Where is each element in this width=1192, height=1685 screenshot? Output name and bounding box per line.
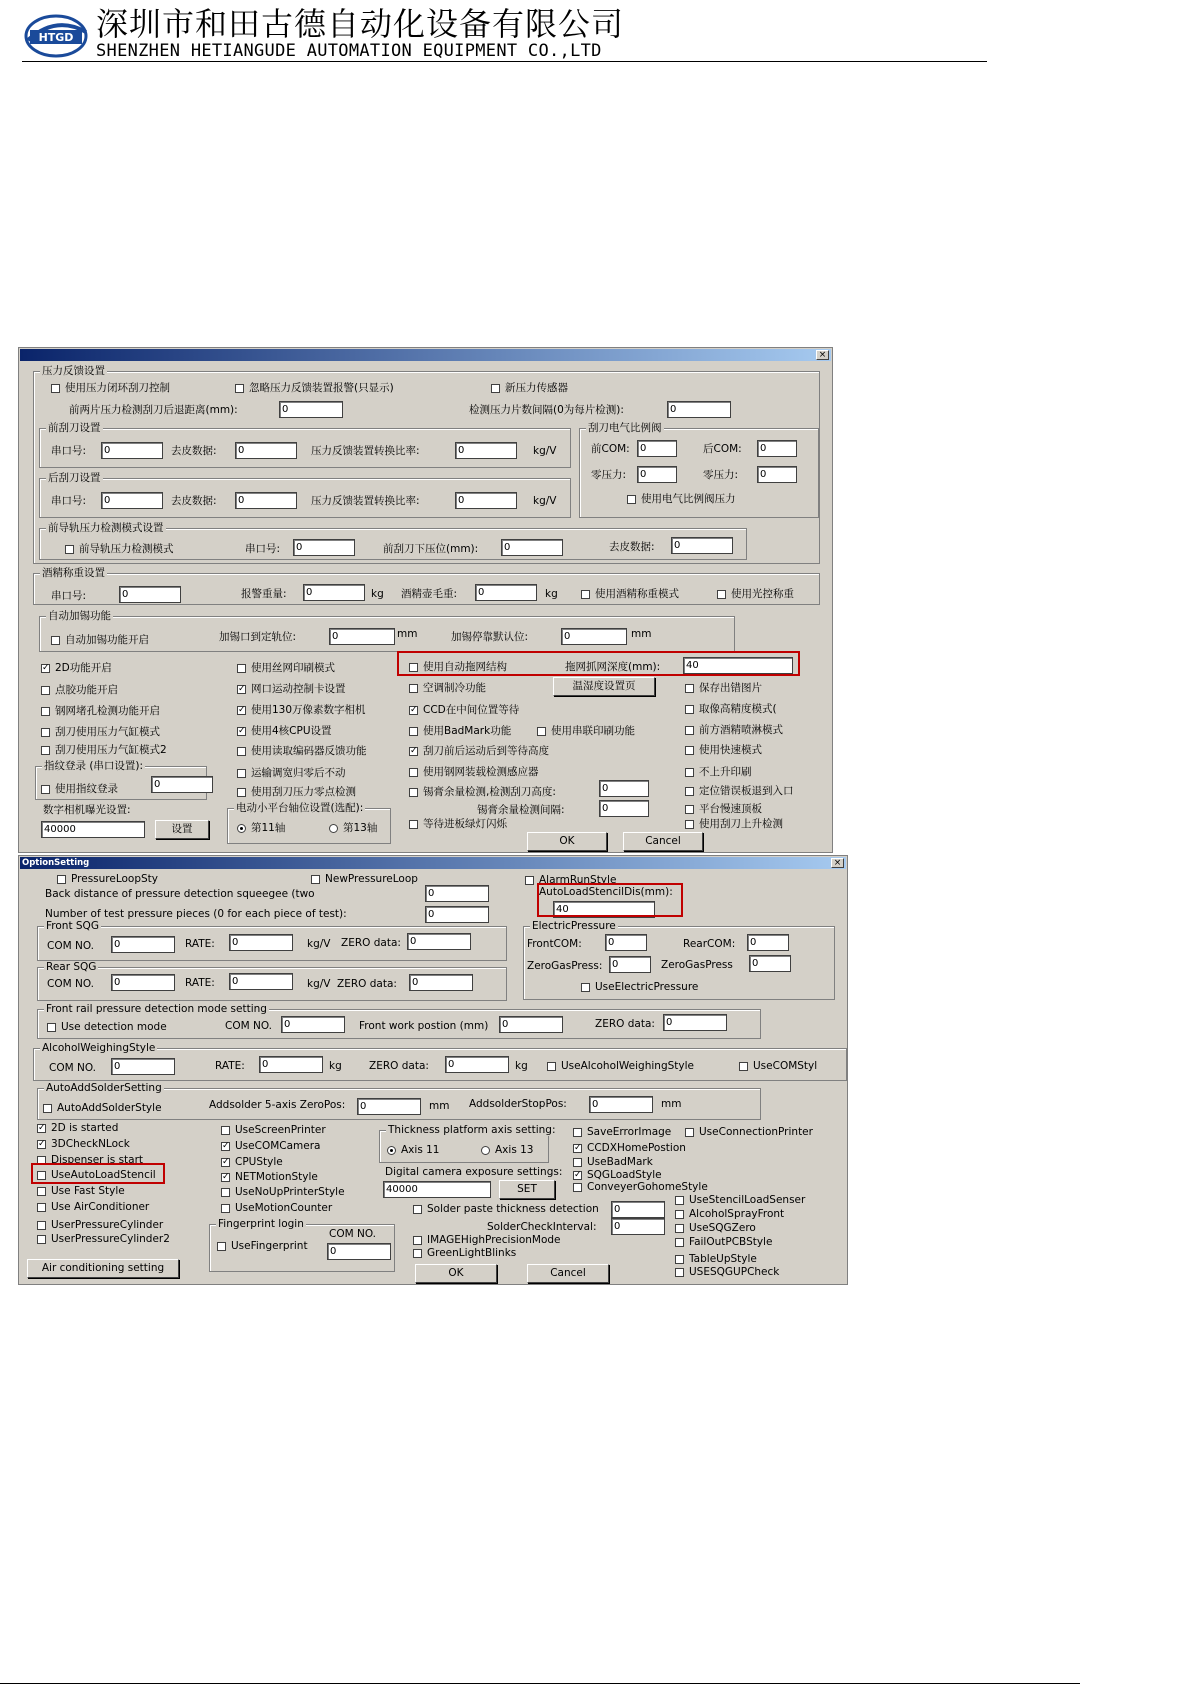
- loop-control-checkbox[interactable]: 使用压力闭环刮刀控制: [51, 382, 170, 394]
- radio-axis-11[interactable]: 第11轴: [237, 822, 285, 834]
- alcohol-weighing-group: 酒精称重设置: [33, 573, 820, 605]
- electric-rear-com-input[interactable]: 0: [747, 934, 789, 951]
- new-sensor-checkbox[interactable]: 新压力传感器: [491, 382, 568, 394]
- dialog-titlebar: [20, 349, 831, 361]
- cb-stencil-load-sensor[interactable]: UseStencilLoadSenser: [675, 1194, 805, 1206]
- cb-fast-mode[interactable]: 使用快速模式: [685, 744, 762, 756]
- front-rail-group: Front rail pressure detection mode setting: [37, 1009, 761, 1039]
- cb-pressure-cylinder2[interactable]: 刮刀使用压力气缸模式2: [41, 744, 167, 756]
- front-tare-input[interactable]: 0: [235, 442, 297, 459]
- back-distance-label: 前两片压力检测刮刀后退距离(mm):: [69, 404, 238, 416]
- option-setting-dialog: OptionSetting × PressureLoopSty NewPressureLoop AlarmRunStyle Back distance of pressure detection squeegee (two 0 Number of test pressure pieces (0 for each piece of test): 0 AutoLoadStencilDis(mm): 40 Front SQG COM NO. 0 RATE: 0 kg/V ZERO data: 0 Rear SQG COM NO. 0 RATE: 0 kg/V ZERO data: 0 ElectricPressure FrontCOM: 0 RearCOM: 0 ZeroGasPress: 0 ZeroGasPress 0 UseElectricPressure Front rail pressure detection mode setting Use detection mode COM NO. 0 Front work postion (mm) 0 ZERO data: 0 AlcoholWeighingStyle COM NO. 0 RATE: 0 kg ZERO data: 0 kg UseAlcoholWeighingStyle UseCOMStyl AutoAddSolderSetting AutoAddSolderStyle Addsolder 5-axis ZeroPos: 0 mm AddsolderStopPos: 0 mm ✓ 2D is started ✓ 3DCheckNLock Dispenser is start UseAutoLoadStencil Use Fast Style Use AirConditioner UserPressureCylinder UserPressureCylinder2 UseScreenPrinter ✓ UseCOMCamera ✓ CPUStyle ✓ NETMotionStyle UseNoUpPrinterStyle UseMotionCounter Thickness platform axis setting: Axis 11 Axis 13 Digital camera exposure settings: 40000 SET Fingerprint login UseFingerprint COM NO. 0 Solder paste thickness detection 0 SolderCheckInterval: 0 IMAGEHighPrecisionMode GreenLightBlinks SaveErrorImage UseConnectionPrinter ✓ CCDXHomePostion UseBadMark ✓ SQGLoadStyle ConveyerGohomeStyle UseStencilLoadSenser AlcoholSprayFront UseSQGZero FailOutPCBStyle TableUpStyle USESQGUPCheck Air conditioning setting OK Cancel: [18, 855, 848, 1285]
- cb-pressure-cylinder2[interactable]: UserPressureCylinder2: [37, 1233, 170, 1245]
- cb-sqg-load[interactable]: ✓ SQGLoadStyle: [574, 1169, 662, 1181]
- footer-divider: [0, 1683, 1080, 1684]
- interval-label: 检测压力片数间隔(0为每片检测):: [469, 404, 624, 416]
- ok-button[interactable]: OK: [527, 832, 607, 851]
- cb-screen-print[interactable]: 使用丝网印刷模式: [237, 662, 335, 674]
- cancel-button[interactable]: Cancel: [623, 832, 703, 851]
- cb-cpu-style[interactable]: ✓ CPUStyle: [222, 1156, 283, 1168]
- cb-solder-thickness[interactable]: Solder paste thickness detection: [413, 1203, 599, 1215]
- front-rail-checkbox[interactable]: 前导轨压力检测模式: [65, 543, 174, 555]
- fingerprint-group: Fingerprint login: [209, 1224, 395, 1272]
- cb-stencil-clog[interactable]: 钢网堵孔检测功能开启: [41, 705, 160, 717]
- back-distance-input[interactable]: 0: [425, 885, 489, 902]
- cb-no-rise[interactable]: 不上升印刷: [685, 766, 752, 778]
- valve-rear-com-input[interactable]: 0: [757, 440, 797, 457]
- cb-alcohol-spray[interactable]: 前方酒精喷淋模式: [685, 724, 783, 736]
- zero-gas-press1-input[interactable]: 0: [609, 956, 651, 973]
- cb-com-style[interactable]: UseCOMStyl: [739, 1060, 817, 1072]
- cb-badmark[interactable]: 使用BadMark功能: [409, 725, 511, 737]
- solder-thickness-input[interactable]: 0: [611, 1201, 665, 1218]
- cb-3d-check-lock[interactable]: ✓ 3DCheckNLock: [38, 1138, 130, 1150]
- cb-table-up[interactable]: TableUpStyle: [675, 1253, 757, 1265]
- cb-slow-lift[interactable]: 平台慢速顶板: [685, 803, 762, 815]
- cb-ccdx-home[interactable]: ✓ CCDXHomePostion: [574, 1142, 686, 1154]
- rail-tare-input[interactable]: 0: [671, 537, 733, 554]
- exposure-input[interactable]: 40000: [41, 821, 145, 838]
- rear-com-input[interactable]: 0: [111, 974, 175, 991]
- use-valve-checkbox[interactable]: 使用电气比例阀压力: [627, 493, 736, 505]
- front-com-input[interactable]: 0: [111, 936, 175, 953]
- cb-auto-stencil-pull[interactable]: 使用自动拖网结构: [409, 661, 507, 673]
- front-rail-group: 前导轨压力检测模式设置: [39, 528, 747, 560]
- header-divider: [22, 61, 987, 62]
- ignore-alarm-checkbox[interactable]: 忽略压力反馈装置报警(只显示): [235, 382, 394, 394]
- dialog-title: OptionSetting: [22, 858, 90, 868]
- front-sqg-group: Front SQG: [37, 926, 507, 961]
- cb-stencil-sensor[interactable]: 使用钢网装载检测感应器: [409, 766, 539, 778]
- company-logo: [22, 10, 90, 60]
- radio-axis-13[interactable]: 第13轴: [329, 822, 377, 834]
- zero-gas-press2-input[interactable]: 0: [749, 955, 791, 972]
- solder-pos-input[interactable]: 0: [329, 628, 395, 645]
- cb-dispensing[interactable]: 点胶功能开启: [41, 684, 118, 696]
- rail-zero-input[interactable]: 0: [663, 1014, 727, 1031]
- fingerprint-group: 指纹登录 (串口设置):: [35, 766, 207, 800]
- valve-front-com-input[interactable]: 0: [637, 440, 677, 457]
- front-rate-input[interactable]: 0: [455, 442, 517, 459]
- alcohol-zero-input[interactable]: 0: [445, 1056, 509, 1073]
- valve-zero2-input[interactable]: 0: [757, 466, 797, 483]
- cancel-button[interactable]: Cancel: [527, 1264, 609, 1283]
- close-button[interactable]: ×: [816, 350, 829, 360]
- front-rate-input[interactable]: 0: [229, 934, 293, 951]
- cb-encoder[interactable]: 使用读取编码器反馈功能: [237, 745, 367, 757]
- company-name-cn: 深圳市和田古德自动化设备有限公司: [96, 5, 625, 43]
- rear-zero-input[interactable]: 0: [409, 974, 473, 991]
- pull-depth-input[interactable]: 40: [683, 657, 793, 674]
- thickness-axis-group: Thickness platform axis setting:: [379, 1130, 549, 1163]
- rail-com-input[interactable]: 0: [281, 1016, 345, 1033]
- cb-auto-load-stencil[interactable]: UseAutoLoadStencil: [37, 1169, 156, 1181]
- interval-input[interactable]: 0: [667, 401, 731, 418]
- cb-serial-print[interactable]: 使用串联印刷功能: [537, 725, 635, 737]
- electric-pressure-group: ElectricPressure: [523, 926, 835, 1000]
- cb-pressure-cylinder[interactable]: UserPressureCylinder: [37, 1219, 163, 1231]
- highlight-box: [537, 883, 683, 917]
- cb-new-pressure-loop[interactable]: NewPressureLoop: [311, 873, 418, 885]
- cb-screen-printer[interactable]: UseScreenPrinter: [221, 1124, 326, 1136]
- cb-conveyer-home[interactable]: ConveyerGohomeStyle: [573, 1181, 708, 1193]
- front-squeegee-group: 前刮刀设置: [39, 428, 571, 468]
- cb-use-electric-pressure[interactable]: UseElectricPressure: [581, 981, 698, 993]
- solder-check-interval-input[interactable]: 0: [611, 1218, 665, 1235]
- cb-pressure-cylinder[interactable]: 刮刀使用压力气缸模式: [41, 726, 160, 738]
- rail-lower-input[interactable]: 0: [501, 539, 563, 556]
- addsolder-zero-input[interactable]: 0: [357, 1098, 421, 1115]
- electric-front-com-input[interactable]: 0: [605, 934, 647, 951]
- cb-130m-camera[interactable]: ✓ 使用130万像素数字相机: [238, 704, 366, 716]
- temp-humidity-button[interactable]: 温湿度设置页: [553, 677, 655, 696]
- cb-motion-counter[interactable]: UseMotionCounter: [221, 1202, 332, 1214]
- settings-dialog-cn: × 压力反馈设置 使用压力闭环刮刀控制 忽略压力反馈装置报警(只显示) 新压力传感器 前两片压力检测刮刀后退距离(mm): 0 检测压力片数间隔(0为每片检测): 0 前刮刀设置 串口号: 0 去皮数据: 0 压力反馈装置转换比率: 0 kg/V 后刮刀设置 串口号: 0 去皮数据: 0 压力反馈装置转换比率: 0 kg/V 刮刀电气比例阀 前COM: 0 后COM: 0 零压力: 0 零压力: 0 使用电气比例阀压力 前导轨压力检测模式设置 前导轨压力检测模式 串口号: 0 前刮刀下压位(mm): 0 去皮数据: 0 酒精称重设置 串口号: 0 报警重量: 0 kg 酒精壶毛重: 0 kg 使用酒精称重模式 使用光控称重 自动加锡功能 自动加锡功能开启 加锡口到定轨位: 0 mm 加锡停靠默认位: 0 mm ✓ 2D功能开启 点胶功能开启 钢网堵孔检测功能开启 刮刀使用压力气缸模式 刮刀使用压力气缸模式2 使用丝网印刷模式 ✓ 网口运动控制卡设置 ✓ 使用130万像素数字相机 ✓ 使用4核CPU设置 使用读取编码器反馈功能 运输调宽归零后不动 使用刮刀压力零点检测 使用自动拖网结构 拖网抓网深度(mm): 40 空调制冷功能 温湿度设置页 ✓ CCD在中间位置等待 使用BadMark功能 使用串联印刷功能 ✓ 刮刀前后运动后到等待高度 使用钢网装载检测感应器 锡膏余量检测,检测刮刀高度: 0 锡膏余量检测间隔: 0 等待进板绿灯闪烁 保存出错图片 取像高精度模式( 前方酒精喷淋模式 使用快速模式 不上升印刷 定位错误板退到入口 平台慢速顶板 使用刮刀上升检测 指纹登录 (串口设置): 使用指纹登录 0 数字相机曝光设置: 40000 设置 电动小平台轴位设置(选配): 第11轴 第13轴 OK Cancel: [18, 347, 833, 853]
- ok-button[interactable]: OK: [415, 1264, 497, 1283]
- alarm-weight-input[interactable]: 0: [303, 584, 365, 601]
- rear-rate-input[interactable]: 0: [455, 492, 517, 509]
- group-label: 压力反馈设置: [42, 365, 105, 377]
- radio-axis-11[interactable]: Axis 11: [387, 1144, 439, 1156]
- cb-squeegee-zero[interactable]: 使用刮刀压力零点检测: [237, 786, 356, 798]
- cb-connection-printer[interactable]: UseConnectionPrinter: [685, 1126, 813, 1138]
- cb-save-error-image[interactable]: SaveErrorImage: [573, 1126, 671, 1138]
- cb-net-motion[interactable]: ✓ NETMotionStyle: [222, 1171, 318, 1183]
- alcohol-rate-input[interactable]: 0: [259, 1056, 323, 1073]
- air-conditioning-button[interactable]: Air conditioning setting: [27, 1259, 179, 1278]
- logo-text: HTGD: [38, 31, 74, 44]
- cb-use-detection-mode[interactable]: Use detection mode: [47, 1021, 167, 1033]
- cb-use-fingerprint[interactable]: UseFingerprint: [217, 1240, 308, 1252]
- cb-air-conditioner[interactable]: Use AirConditioner: [37, 1201, 149, 1213]
- alcohol-mode-checkbox[interactable]: 使用酒精称重模式: [581, 588, 679, 600]
- company-name-en: SHENZHEN HETIANGUDE AUTOMATION EQUIPMENT CO.,LTD: [96, 41, 602, 61]
- cb-pressure-loop[interactable]: PressureLoopSty: [57, 873, 158, 885]
- front-com-input[interactable]: 0: [101, 442, 163, 459]
- electric-valve-group: 刮刀电气比例阀: [579, 428, 819, 518]
- radio-axis-13[interactable]: Axis 13: [481, 1144, 533, 1156]
- cb-alcohol-spray-front[interactable]: AlcoholSprayFront: [675, 1208, 784, 1220]
- highlight-box: [31, 1163, 165, 1184]
- cb-fail-out-pcb[interactable]: FailOutPCBStyle: [675, 1236, 772, 1248]
- addsolder-stop-input[interactable]: 0: [589, 1096, 653, 1113]
- pull-depth-label: 拖网抓网深度(mm):: [565, 661, 661, 673]
- cb-sqg-up-check[interactable]: USESQGUPCheck: [675, 1266, 779, 1278]
- cb-2d-started[interactable]: ✓ 2D is started: [38, 1122, 119, 1134]
- fingerprint-input[interactable]: 0: [151, 776, 213, 793]
- cb-fast-style[interactable]: Use Fast Style: [37, 1185, 125, 1197]
- cb-ccd-middle[interactable]: ✓ CCD在中间位置等待: [410, 704, 520, 716]
- rear-sqg-group: Rear SQG: [37, 967, 507, 1001]
- cb-dispenser[interactable]: Dispenser is start: [37, 1154, 143, 1166]
- close-button[interactable]: ×: [831, 858, 844, 868]
- cb-alcohol-weighing[interactable]: UseAlcoholWeighingStyle: [547, 1060, 694, 1072]
- auto-add-solder-group: AutoAddSolderSetting: [37, 1088, 761, 1120]
- auto-solder-group: 自动加锡功能: [39, 616, 735, 652]
- stop-pos-input[interactable]: 0: [561, 628, 627, 645]
- cb-2d-function[interactable]: ✓ 2D功能开启: [42, 662, 112, 674]
- cb-hi-precision[interactable]: 取像高精度模式(: [685, 703, 777, 715]
- cb-pos-error[interactable]: 定位错误板退到入口: [685, 785, 794, 797]
- cb-use-sqg-zero[interactable]: UseSQGZero: [675, 1222, 756, 1234]
- axis-group: 电动小平台轴位设置(选配):: [227, 808, 391, 844]
- bottle-weight-input[interactable]: 0: [475, 584, 537, 601]
- cb-use-badmark[interactable]: UseBadMark: [573, 1156, 653, 1168]
- cb-auto-add-solder[interactable]: AutoAddSolderStyle: [43, 1102, 162, 1114]
- front-zero-input[interactable]: 0: [407, 933, 471, 950]
- paste-height-input[interactable]: 0: [599, 780, 649, 797]
- dialog-titlebar: [20, 857, 846, 869]
- cb-green-led[interactable]: 等待进板绿灯闪烁: [409, 818, 507, 830]
- rear-rate-input[interactable]: 0: [229, 973, 293, 990]
- test-pieces-input[interactable]: 0: [425, 906, 489, 923]
- fingerprint-com-input[interactable]: 0: [327, 1243, 391, 1260]
- rear-com-input[interactable]: 0: [101, 492, 163, 509]
- exposure-set-button[interactable]: 设置: [155, 820, 209, 839]
- alcohol-com-input[interactable]: 0: [111, 1058, 175, 1075]
- cb-paste-detect[interactable]: 锡膏余量检测,检测刮刀高度:: [409, 786, 556, 798]
- cb-alarm-run[interactable]: AlarmRunStyle: [525, 874, 616, 886]
- back-distance-input[interactable]: 0: [279, 401, 343, 418]
- cb-no-up-printer[interactable]: UseNoUpPrinterStyle: [221, 1186, 345, 1198]
- exposure-set-button[interactable]: SET: [499, 1180, 555, 1199]
- cb-image-precision[interactable]: IMAGEHighPrecisionMode: [413, 1234, 561, 1246]
- highlight-box: [397, 651, 800, 676]
- camera-exposure-input[interactable]: 40000: [383, 1181, 491, 1198]
- rail-com-input[interactable]: 0: [293, 539, 355, 556]
- valve-zero1-input[interactable]: 0: [637, 466, 677, 483]
- cb-net-motion[interactable]: ✓ 网口运动控制卡设置: [238, 683, 346, 695]
- optic-weigh-checkbox[interactable]: 使用光控称重: [717, 588, 794, 600]
- auto-solder-checkbox[interactable]: 自动加锡功能开启: [51, 634, 149, 646]
- rear-squeegee-group: 后刮刀设置: [39, 478, 571, 518]
- cb-save-error-img[interactable]: 保存出错图片: [685, 682, 762, 694]
- alcohol-group: AlcoholWeighingStyle: [33, 1048, 847, 1081]
- auto-load-stencil-input[interactable]: 40: [553, 901, 655, 918]
- cb-4core-cpu[interactable]: ✓ 使用4核CPU设置: [238, 725, 332, 737]
- front-work-pos-input[interactable]: 0: [499, 1016, 563, 1033]
- cb-com-camera[interactable]: ✓ UseCOMCamera: [222, 1140, 321, 1152]
- cb-green-light[interactable]: GreenLightBlinks: [413, 1247, 516, 1259]
- alcohol-com-input[interactable]: 0: [119, 586, 181, 603]
- cb-transport-zero[interactable]: 运输调宽归零后不动: [237, 767, 346, 779]
- paste-interval-input[interactable]: 0: [599, 800, 649, 817]
- cb-wait-height[interactable]: ✓ 刮刀前后运动后到等待高度: [410, 745, 549, 757]
- cb-aircon[interactable]: 空调制冷功能: [409, 682, 486, 694]
- cb-squeegee-rise[interactable]: 使用刮刀上升检测: [685, 818, 783, 830]
- rear-tare-input[interactable]: 0: [235, 492, 297, 509]
- cb-fingerprint[interactable]: 使用指纹登录: [41, 783, 118, 795]
